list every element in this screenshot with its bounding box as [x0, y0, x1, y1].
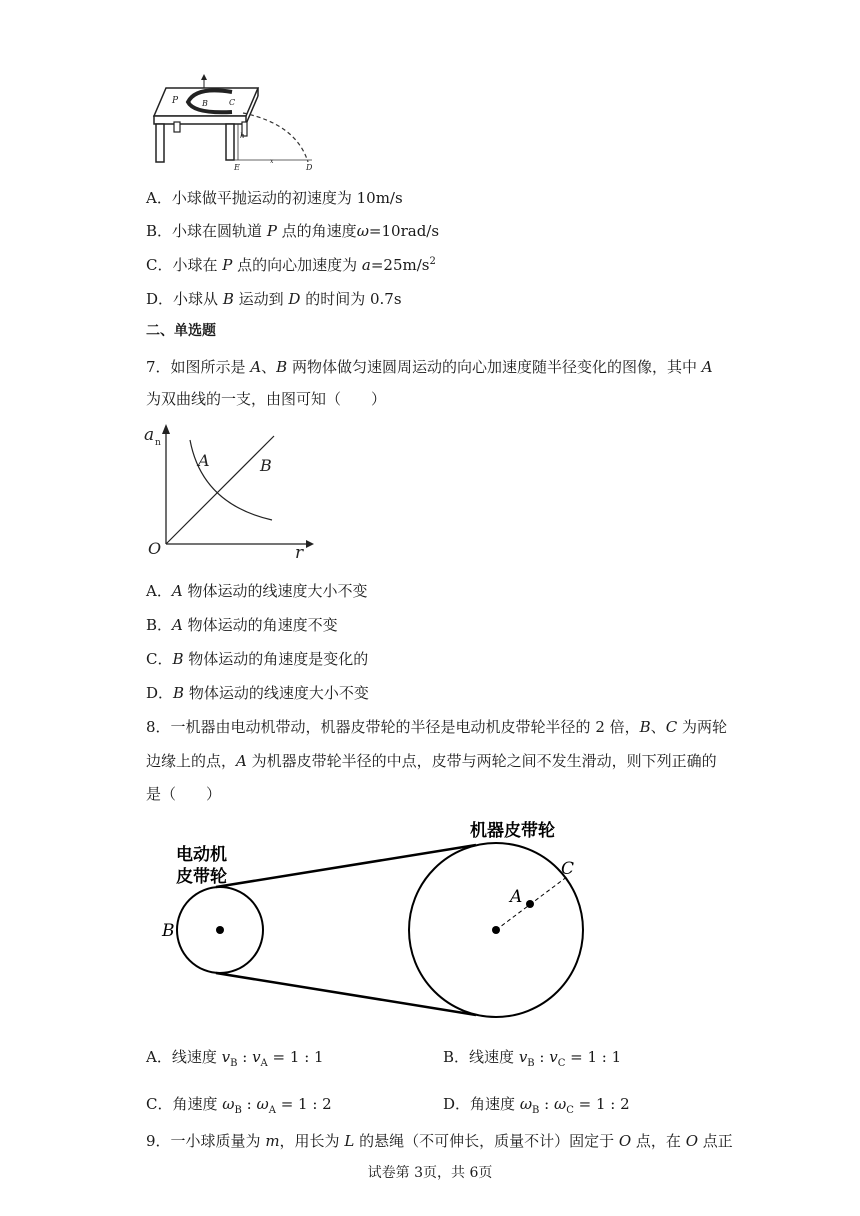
- label-x: x: [270, 158, 274, 165]
- pulley-figure: [150, 812, 600, 1027]
- q6-option-b[interactable]: B．小球在圆轨道 P 点的角速度ω=10rad/s: [146, 222, 440, 240]
- q7-stem-line1: 7．如图所示是 A、B 两物体做匀速圆周运动的向心加速度随半径变化的图像，其中 A: [146, 358, 713, 376]
- label-P: P: [172, 96, 179, 106]
- motor-center-dot: [216, 926, 224, 934]
- page-footer: 试卷第 3页，共 6页: [367, 1165, 493, 1181]
- label-A: A: [510, 887, 523, 907]
- q9-stem-line1: 9．一小球质量为 m，用长为 L 的悬绳（不可伸长，质量不计）固定于 O 点，在 O 点正: [146, 1132, 733, 1150]
- motor-label-2: 皮带轮: [176, 867, 227, 887]
- q7-option-d[interactable]: D．B 物体运动的线速度大小不变: [146, 684, 369, 702]
- label-B: B: [202, 99, 208, 108]
- x-axis-arrow: [306, 540, 314, 548]
- line-B-label: B: [260, 456, 272, 475]
- origin-label: O: [148, 539, 162, 558]
- q7-option-b[interactable]: B．A 物体运动的角速度不变: [146, 616, 338, 634]
- label-B: B: [162, 921, 175, 941]
- q7-option-c[interactable]: C．B 物体运动的角速度是变化的: [146, 650, 369, 668]
- q8-option-d[interactable]: D．角速度 $\omega_B$ : $\omega_C = 1$ : 2: [443, 1095, 630, 1116]
- section-title: 二、单选题: [146, 323, 216, 339]
- machine-label: 机器皮带轮: [470, 821, 555, 841]
- line-B: [166, 436, 274, 544]
- q6-option-a[interactable]: A．小球做平抛运动的初速度为 10m/s: [146, 189, 403, 207]
- label-C: C: [561, 859, 575, 879]
- radius-dashed: [496, 876, 568, 930]
- x-label: r: [295, 543, 304, 560]
- label-E: E: [234, 163, 240, 172]
- curve-A-label: A: [198, 451, 210, 470]
- table-track-figure: [146, 74, 326, 174]
- label-h: h: [240, 132, 245, 140]
- label-D: D: [306, 163, 313, 172]
- q8-stem-line2: 边缘上的点，A 为机器皮带轮半径的中点，皮带与两轮之间不发生滑动，则下列正确的: [146, 752, 717, 770]
- q7-option-a[interactable]: A．A 物体运动的线速度大小不变: [146, 582, 368, 600]
- q8-option-b[interactable]: B．线速度 $v_B$ : $v_C = 1$ : 1: [443, 1048, 622, 1069]
- an-r-graph: [140, 420, 315, 560]
- label-C: C: [229, 98, 236, 107]
- y-label: a: [144, 425, 155, 445]
- q7-stem-line2: 为双曲线的一支，由图可知（ ）: [146, 390, 387, 408]
- y-axis-arrow: [162, 424, 170, 434]
- y-label-sub: n: [155, 438, 161, 448]
- q6-option-d[interactable]: D．小球从 B 运动到 D 的时间为 0.7s: [146, 290, 402, 308]
- motor-label-1: 电动机: [176, 845, 227, 865]
- q6-option-c[interactable]: C．小球在 P 点的向心加速度为 $a=25m/s^2$: [146, 256, 436, 274]
- q8-stem-line3: 是（ ）: [146, 785, 222, 803]
- q8-option-a[interactable]: A．线速度 $v_B$ : $v_A = 1$ : 1: [146, 1048, 324, 1069]
- q8-stem-line1: 8．一机器由电动机带动，机器皮带轮的半径是电动机皮带轮半径的 2 倍，B、C 为两轮: [146, 718, 727, 736]
- q8-option-c[interactable]: C．角速度 $\omega_B$ : $\omega_A = 1$ : 2: [146, 1095, 332, 1116]
